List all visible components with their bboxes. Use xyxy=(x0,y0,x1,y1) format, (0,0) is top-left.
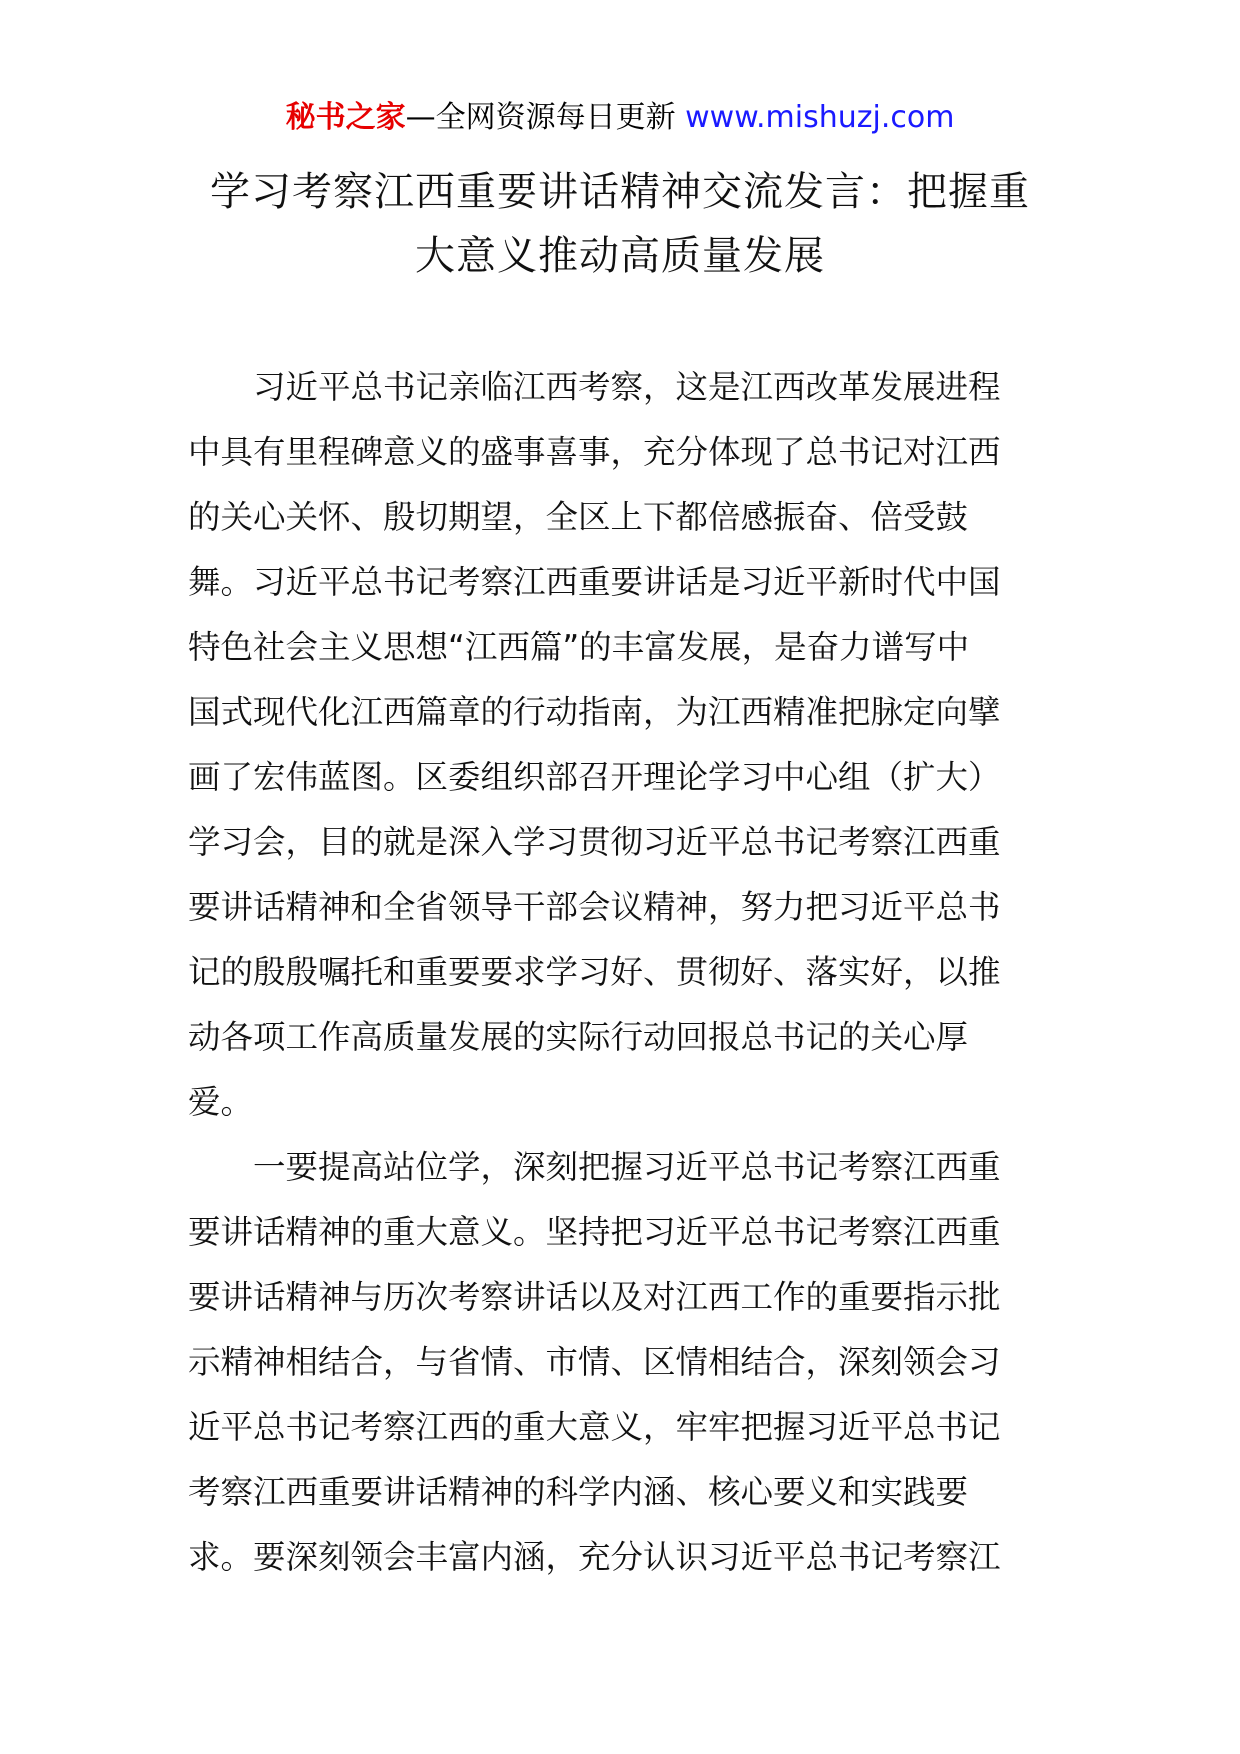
text-line: 近平总书记考察江西的重大意义，牢牢把握习近平总书记 xyxy=(188,1408,1001,1446)
text-line: 习近平总书记亲临江西考察，这是江西改革发展进程 xyxy=(188,368,1001,406)
text-line: 要讲话精神的重大意义。坚持把习近平总书记考察江西重 xyxy=(188,1213,1001,1251)
paragraph-1 xyxy=(188,355,1058,1135)
site-tagline: —全网资源每日更新 xyxy=(405,100,686,135)
text-line: 舞。习近平总书记考察江西重要讲话是习近平新时代中国 xyxy=(188,563,1001,601)
text-line: 国式现代化江西篇章的行动指南，为江西精准把脉定向擘 xyxy=(188,693,1001,731)
site-brand: 秘书之家 xyxy=(285,100,406,135)
text-line: 爱。 xyxy=(188,1083,254,1121)
site-url-link[interactable]: www.mishuzj.com xyxy=(685,100,955,135)
text-line: 的关心关怀、殷切期望，全区上下都倍感振奋、倍受鼓 xyxy=(188,498,969,536)
text-line: 动各项工作高质量发展的实际行动回报总书记的关心厚 xyxy=(188,1018,969,1056)
document-body xyxy=(188,355,1058,1590)
text-line: 求。要深刻领会丰富内涵，充分认识习近平总书记考察江 xyxy=(188,1538,1001,1576)
title-line-2: 大意义推动高质量发展 xyxy=(415,233,825,279)
text-line: 特色社会主义思想“江西篇”的丰富发展，是奋力谱写中 xyxy=(188,628,970,666)
text-line: 要讲话精神和全省领导干部会议精神，努力把习近平总书 xyxy=(188,888,1001,926)
text-line: 中具有里程碑意义的盛事喜事，充分体现了总书记对江西 xyxy=(188,433,1001,471)
text-line: 学习会，目的就是深入学习贯彻习近平总书记考察江西重 xyxy=(188,823,1001,861)
site-header xyxy=(0,98,1240,138)
text-line: 画了宏伟蓝图。区委组织部召开理论学习中心组（扩大） xyxy=(188,758,1001,796)
text-line: 示精神相结合，与省情、市情、区情相结合，深刻领会习 xyxy=(188,1343,1001,1381)
text-line: 记的殷殷嘱托和重要要求学习好、贯彻好、落实好，以推 xyxy=(188,953,1001,991)
text-line: 考察江西重要讲话精神的科学内涵、核心要义和实践要 xyxy=(188,1473,969,1511)
title-line-1: 学习考察江西重要讲话精神交流发言：把握重 xyxy=(210,169,1030,215)
text-line: 要讲话精神与历次考察讲话以及对江西工作的重要指示批 xyxy=(188,1278,1001,1316)
paragraph-2 xyxy=(188,1135,1058,1590)
text-line: 一要提高站位学，深刻把握习近平总书记考察江西重 xyxy=(188,1148,1001,1186)
document-title xyxy=(180,160,1060,288)
